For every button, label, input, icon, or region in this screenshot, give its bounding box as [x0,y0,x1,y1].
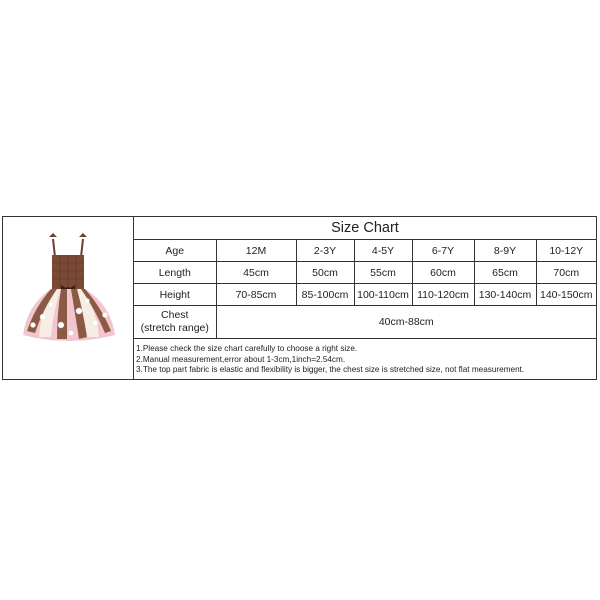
chest-label [134,306,216,339]
note-line: 1.Please check the size chart carefully to choose a right size. [136,343,358,353]
note-line: 3.The top part fabric is elastic and flexibility is bigger, the chest size is stretched size, not flat measurement. [136,365,525,375]
table-cell: 4-5Y [354,240,412,262]
size-notes [134,339,596,382]
table-cell: 130-140cm [474,284,536,306]
table-cell: 50cm [296,262,354,284]
chest-value: 40cm-88cm [216,306,596,339]
table-cell: 70-85cm [216,284,296,306]
length-row [134,262,596,284]
size-table [134,217,596,381]
chest-label-line2: (stretch range) [140,322,209,334]
table-cell: 10-12Y [536,240,596,262]
tutu-dress-image [21,225,117,355]
chest-row [134,306,596,339]
table-cell: 140-150cm [536,284,596,306]
table-cell: 45cm [216,262,296,284]
size-chart-title-row [134,217,596,240]
dress-photo-cell [3,217,134,379]
age-row [134,240,596,262]
chest-label-line1: Chest [161,309,189,321]
size-chart-frame [2,216,597,380]
size-chart-title: Size Chart [134,217,596,240]
table-cell: 6-7Y [412,240,474,262]
note-line: 2.Manual measurement,error about 1-3cm,1inch=2.54cm. [136,354,346,364]
row-label: Length [134,262,216,284]
table-cell: 70cm [536,262,596,284]
table-cell: 2-3Y [296,240,354,262]
table-cell: 12M [216,240,296,262]
height-row [134,284,596,306]
row-label: Height [134,284,216,306]
table-cell: 65cm [474,262,536,284]
table-cell: 110-120cm [412,284,474,306]
table-cell: 100-110cm [354,284,412,306]
table-cell: 60cm [412,262,474,284]
table-cell: 85-100cm [296,284,354,306]
row-label: Age [134,240,216,262]
table-cell: 55cm [354,262,412,284]
notes-row [134,339,596,382]
table-cell: 8-9Y [474,240,536,262]
